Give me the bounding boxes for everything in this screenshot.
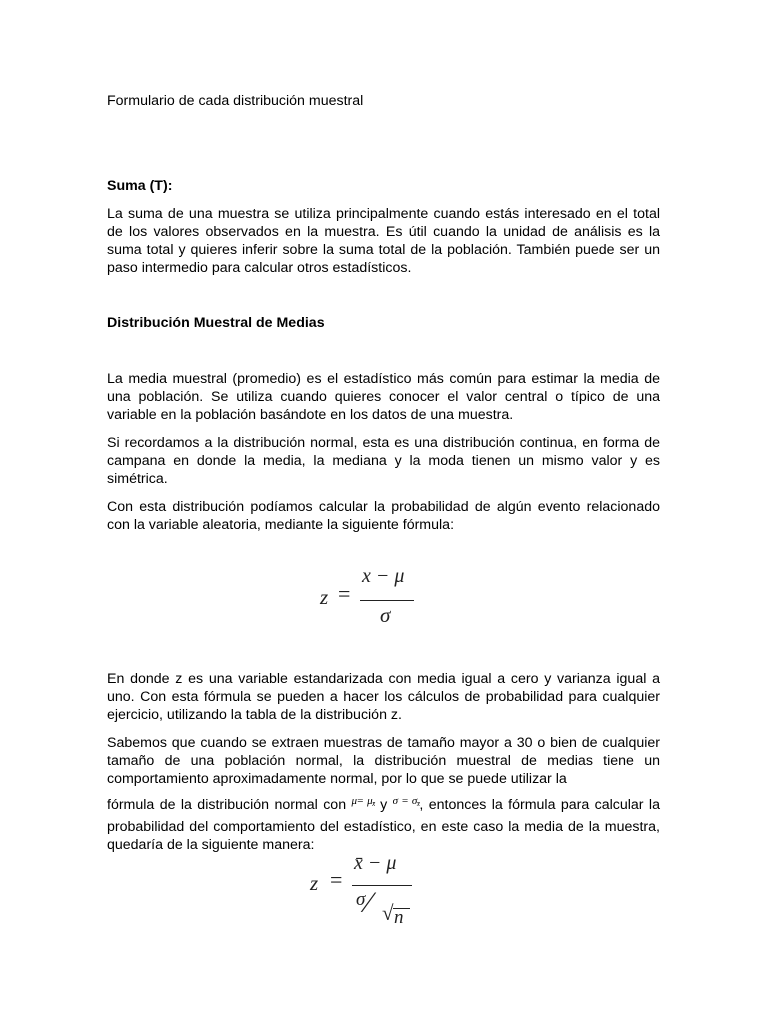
formula2-z-lhs: z — [310, 871, 319, 895]
medias-paragraph-3: Con esta distribución podíamos calcular la probabilidad de algún evento relacionado con la variable aleatoria, mediante la siguiente fórmula: — [107, 499, 660, 533]
medias-paragraph-1: La media muestral (promedio) es el estadístico más común para estimar la media de una población. Se utiliza cuando quieres conocer el valor central o típico de una variable en la población basándote en los datos de una muestra. — [107, 371, 660, 423]
p5-text-mid: y — [380, 797, 388, 813]
medias-paragraph-4: En donde z es una variable estandarizada con media igual a cero y varianza igual a uno. Con esta fórmula se pueden a hacer los cálculos de probabilidad para cualquier ejercicio, utilizando la tabla de la distribución z. — [107, 671, 660, 723]
formula-fraction-bar — [360, 600, 414, 601]
formula2-den-sigma: σ — [356, 889, 366, 910]
formula2-den-n: n — [394, 907, 404, 928]
suma-paragraph: La suma de una muestra se utiliza principalmente cuando estás interesado en el total de los valores observados en la muestra. Es útil cuando la unidad de análisis es la suma total y quieres inferir sobre la suma total de la población. También puede ser un paso intermedio para calcular otros estadísticos. — [107, 206, 660, 276]
formula2-fraction-bar — [352, 885, 412, 886]
section-heading-suma: Suma (T): — [107, 178, 173, 194]
formula-equals: = — [338, 581, 351, 606]
medias-paragraph-5-line1: Sabemos que cuando se extraen muestras de tamaño mayor a 30 o bien de cualquier tamaño de una población normal, la distribución muestral de medias tiene un comportamiento aproximadamente normal, por lo que se puede utilizar la — [107, 735, 660, 787]
formula2-sqrt-symbol: √ — [382, 901, 394, 925]
formula2-equals: = — [330, 867, 343, 892]
formula2-den-slash: ⁄ — [366, 886, 372, 919]
section-heading-medias: Distribución Muestral de Medias — [107, 315, 325, 331]
formula-denominator: σ — [380, 603, 391, 627]
mu-equals-symbol: μ= μx̄ — [351, 795, 375, 808]
p5-text-post: , entonces la fórmula para calcular la probabilidad del comportamiento del estadístico, en este caso la media de la muestra, quedaría de la siguiente manera: — [107, 797, 660, 853]
formula-numerator: x − μ — [362, 565, 405, 587]
formula-z-lhs: z — [320, 585, 329, 609]
document-title: Formulario de cada distribución muestral — [107, 93, 364, 109]
medias-paragraph-2: Si recordamos a la distribución normal, esta es una distribución continua, en forma de campana en donde la media, la mediana y la moda tienen un mismo valor y es simétrica. — [107, 435, 660, 487]
formula-z-score — [318, 565, 428, 634]
sigma-equals-symbol: σ = σx̄ — [392, 795, 420, 808]
medias-paragraph-5 — [107, 796, 660, 854]
p5-text-pre: fórmula de la distribución normal con — [107, 797, 347, 813]
formula-sample-mean-z — [308, 852, 438, 938]
formula2-numerator: x̄ − μ — [354, 852, 397, 874]
